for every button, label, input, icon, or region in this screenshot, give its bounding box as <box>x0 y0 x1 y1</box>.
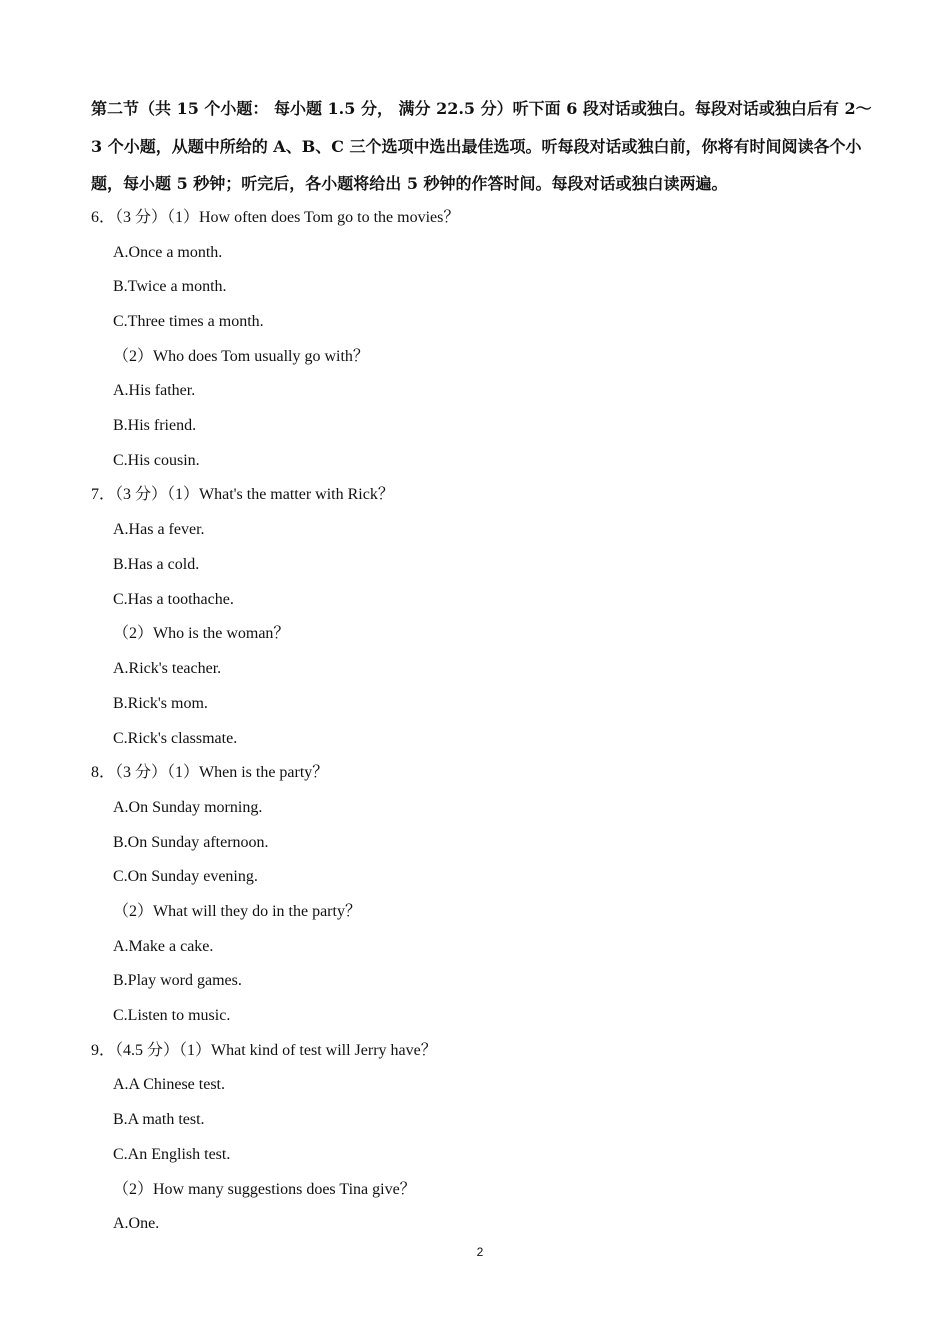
question-8-1-option-c: C.On Sunday evening. <box>113 868 258 885</box>
question-8-2-option-a: A.Make a cake. <box>113 938 214 955</box>
question-7-2-option-c: C.Rick's classmate. <box>113 730 238 747</box>
question-7-1-option-a: A.Has a fever. <box>113 521 205 538</box>
question-7-header: 7．（3 分）（1）What's the matter with Rick？ <box>91 486 394 503</box>
question-8-2-option-c: C.Listen to music. <box>113 1007 231 1024</box>
question-6-header: 6．（3 分）（1）How often does Tom go to the movies？ <box>91 209 460 226</box>
question-6-2-option-b: B.His friend. <box>113 417 197 434</box>
question-8-header: 8．（3 分）（1）When is the party？ <box>91 764 329 781</box>
question-6-sub-2: （2）Who does Tom usually go with？ <box>113 348 369 365</box>
question-6-1-option-b: B.Twice a month. <box>113 278 227 295</box>
question-6-2-option-c: C.His cousin. <box>113 452 200 469</box>
question-9-2-option-a: A.One. <box>113 1215 160 1232</box>
page-number: 2 <box>476 1245 484 1259</box>
question-8-2-option-b: B.Play word games. <box>113 972 242 989</box>
question-7-1-option-b: B.Has a cold. <box>113 556 200 573</box>
question-6-1-option-c: C.Three times a month. <box>113 313 264 330</box>
question-7-2-option-b: B.Rick's mom. <box>113 695 208 712</box>
question-6-2-option-a: A.His father. <box>113 382 196 399</box>
question-8-1-option-b: B.On Sunday afternoon. <box>113 834 269 851</box>
question-9-1-option-b: B.A math test. <box>113 1111 205 1128</box>
question-9-1-option-a: A.A Chinese test. <box>113 1076 225 1093</box>
question-7-2-option-a: A.Rick's teacher. <box>113 660 222 677</box>
section-intro: 第二节（共 15 个小题： 每小题 1.5 分， 满分 22.5 分）听下面 6 段对话或独白。每段对话或独白后有 2～3 个小题，从题中所给的 A、B、C 三个选项中选出最佳选项。听每段对话或独白前，你将有时间阅读各个小题，每小题 5 秒钟；听完后，各小题将给出 5 秒钟的作答时间。每段对话或独白读两遍。 <box>91 99 872 193</box>
question-9-sub-2: （2）How many suggestions does Tina give？ <box>113 1181 416 1198</box>
question-7-sub-2: （2）Who is the woman？ <box>113 625 290 642</box>
question-8-sub-2: （2）What will they do in the party？ <box>113 903 361 920</box>
question-8-1-option-a: A.On Sunday morning. <box>113 799 263 816</box>
question-6-1-option-a: A.Once a month. <box>113 244 223 261</box>
question-7-1-option-c: C.Has a toothache. <box>113 591 234 608</box>
question-9-1-option-c: C.An English test. <box>113 1146 231 1163</box>
question-9-header: 9．（4.5 分）（1）What kind of test will Jerry have？ <box>91 1042 437 1059</box>
